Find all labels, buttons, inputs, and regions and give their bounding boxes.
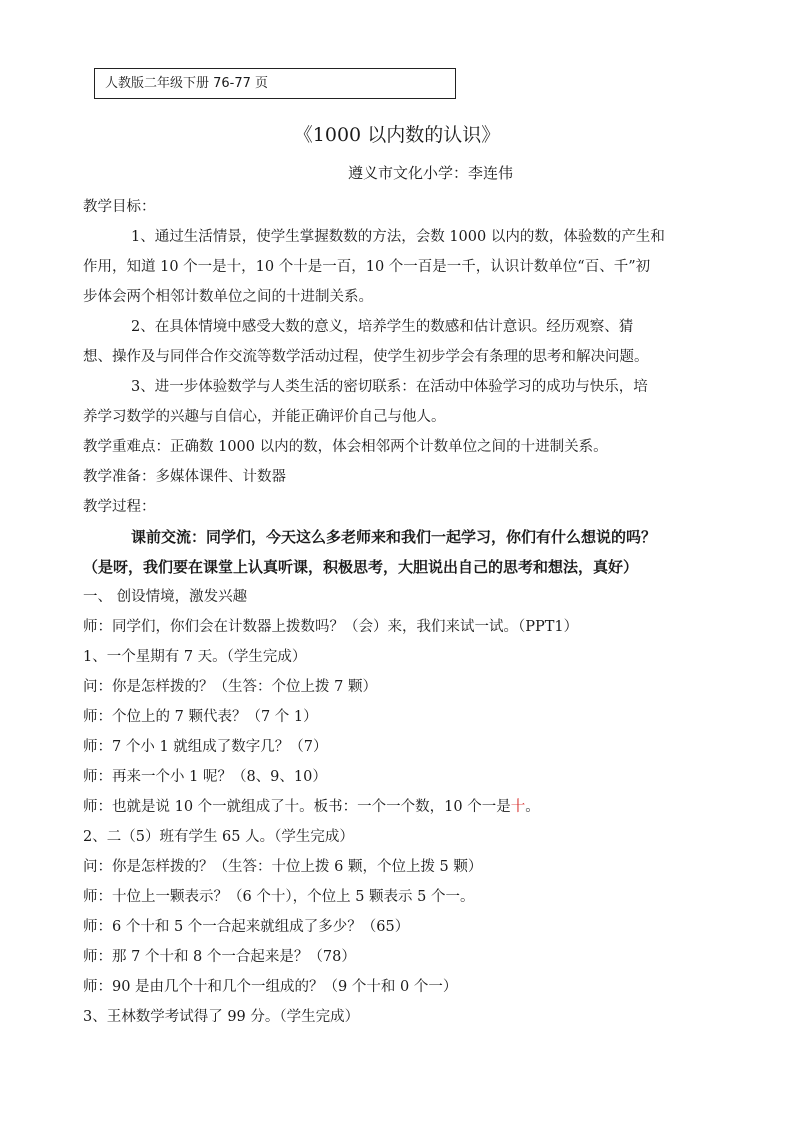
process-heading: 教学过程： xyxy=(83,499,156,515)
author-line: 遵义市文化小学：李连伟 xyxy=(348,164,514,182)
section-1-heading: 一、 创设情境，激发兴趣 xyxy=(83,589,248,605)
objective-1-line-3: 步体会两个相邻计数单位之间的十进制关系。 xyxy=(83,289,373,305)
lesson-body xyxy=(83,192,713,1032)
source-reference-box xyxy=(94,68,456,99)
objectives-heading: 教学目标： xyxy=(83,199,156,215)
board-writing-line xyxy=(83,792,713,822)
source-reference: 人教版二年级下册 76-77 页 xyxy=(105,76,269,91)
dialogue-line: 问：你是怎样拨的？（生答：个位上拨 7 颗） xyxy=(83,679,377,695)
dialogue-line: 师：同学们，你们会在计数器上拨数吗？（会）来，我们来试一试。（PPT1） xyxy=(83,619,579,635)
document-title: 《1000 以内数的认识》 xyxy=(293,124,501,146)
dialogue-line: 师：6 个十和 5 个一合起来就组成了多少？（65） xyxy=(83,919,410,935)
dialogue-line: 师：那 7 个十和 8 个一合起来是？（78） xyxy=(83,949,356,965)
dialogue-line: 师：90 是由几个十和几个一组成的？（9 个十和 0 个一） xyxy=(83,979,458,995)
objective-2-line-2: 想、操作及与同伴合作交流等数学活动过程，使学生初步学会有条理的思考和解决问题。 xyxy=(83,349,649,365)
dialogue-line: 2、二（5）班有学生 65 人。（学生完成） xyxy=(83,829,354,845)
objective-3-line-1: 3、进一步体验数学与人类生活的密切联系：在活动中体验学习的成功与快乐，培 xyxy=(131,379,648,395)
key-points: 教学重难点：正确数 1000 以内的数，体会相邻两个计数单位之间的十进制关系。 xyxy=(83,439,608,455)
dialogue-line: 3、王林数学考试得了 99 分。（学生完成） xyxy=(83,1009,360,1025)
objective-1-line-1: 1、通过生活情景，使学生掌握数数的方法，会数 1000 以内的数，体验数的产生和 xyxy=(131,229,665,245)
dialogue-line: 1、一个星期有 7 天。（学生完成） xyxy=(83,649,307,665)
objective-2-line-1: 2、在具体情境中感受大数的意义，培养学生的数感和估计意识。经历观察、猜 xyxy=(131,319,634,335)
dialogue-line: 师：再来一个小 1 呢？（8、9、10） xyxy=(83,769,327,785)
dialogue-line: 师：十位上一颗表示？（6 个十），个位上 5 颗表示 5 个一。 xyxy=(83,889,475,905)
pre-class-line-2: （是呀，我们要在课堂上认真听课，积极思考，大胆说出自己的思考和想法，真好） xyxy=(83,558,639,576)
board-line-end: 。 xyxy=(525,799,540,815)
dialogue-line: 师：7 个小 1 就组成了数字几？（7） xyxy=(83,739,328,755)
board-line-text: 师：也就是说 10 个一就组成了十。板书：一个一个数，10 个一是 xyxy=(83,799,511,815)
dialogue-line: 师：个位上的 7 颗代表？（7 个 1） xyxy=(83,709,318,725)
objective-1-line-2: 作用，知道 10 个一是十，10 个十是一百，10 个一百是一千，认识计数单位“百、千”初 xyxy=(83,259,651,275)
pre-class-line-1: 课前交流：同学们，今天这么多老师来和我们一起学习，你们有什么想说的吗？ xyxy=(131,528,657,546)
board-highlight-char: 十 xyxy=(510,799,526,815)
dialogue-line: 问：你是怎样拨的？（生答：十位上拨 6 颗，个位上拨 5 颗） xyxy=(83,859,483,875)
objective-3-line-2: 养学习数学的兴趣与自信心，并能正确评价自己与他人。 xyxy=(83,409,446,425)
preparation: 教学准备：多媒体课件、计数器 xyxy=(83,469,286,485)
